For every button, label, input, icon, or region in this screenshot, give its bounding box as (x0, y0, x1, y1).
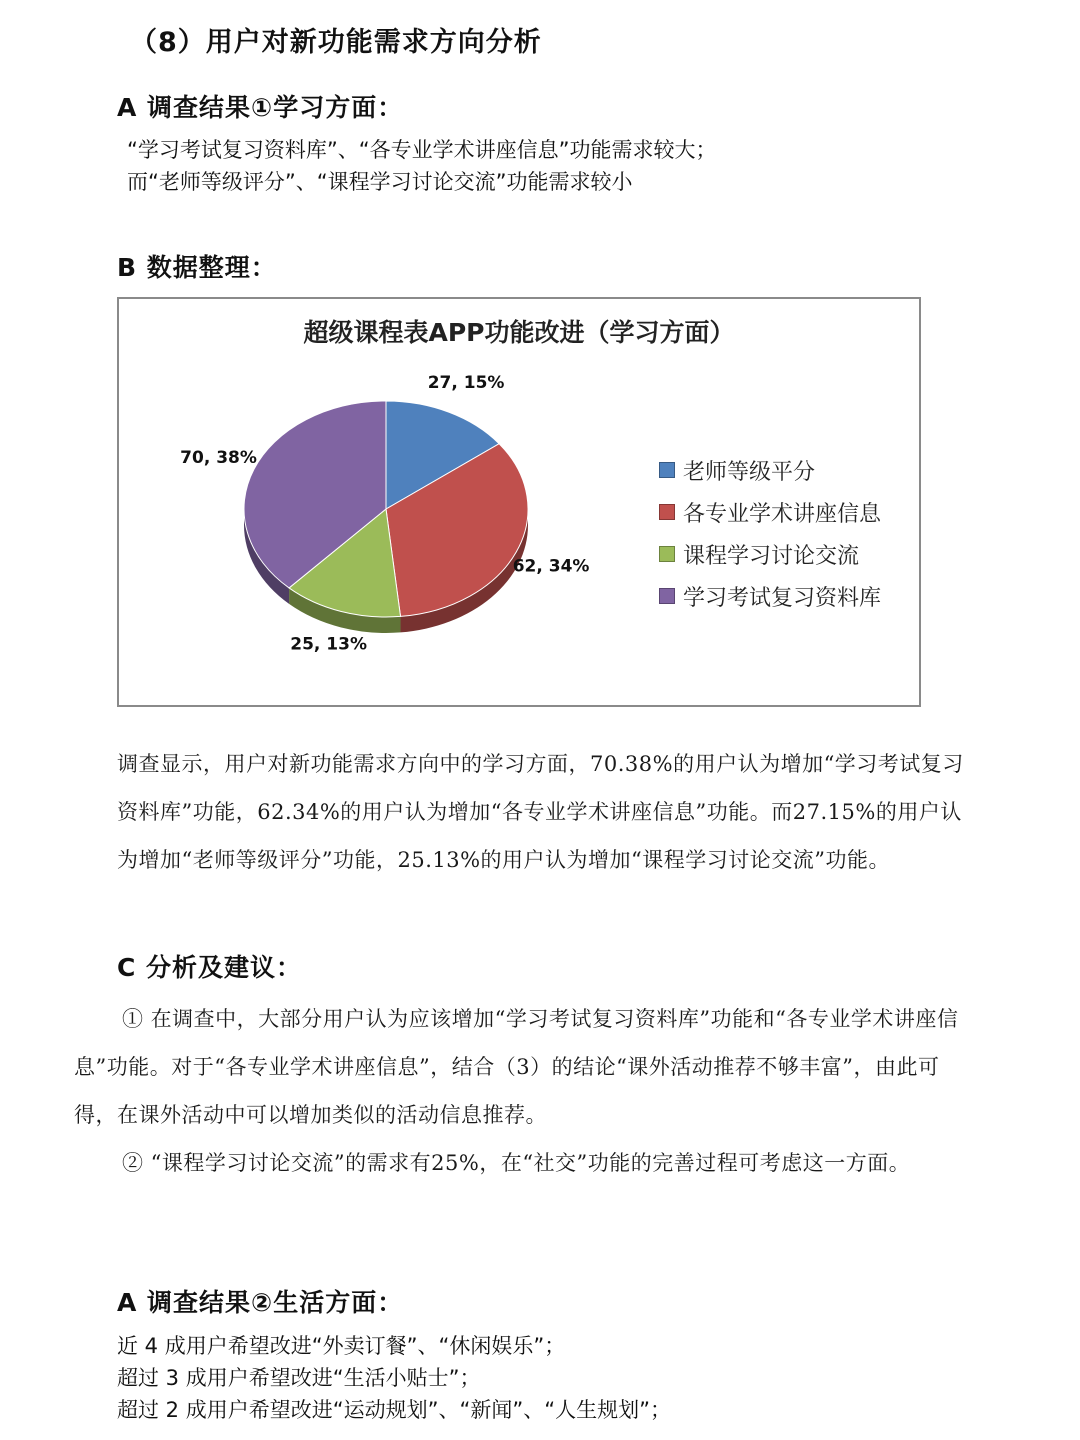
survey-paragraph: 调查显示，用户对新功能需求方向中的学习方面，70.38%的用户认为增加“学习考试复习资料库”功能，62.34%的用户认为增加“各专业学术讲座信息”功能。而27.15%的用户认为增加“老师等级评分”功能，25.13%的用户认为增加“课程学习讨论交流”功能。 (117, 752, 964, 872)
pie-data-label: 25, 13% (290, 634, 367, 655)
legend-swatch (659, 504, 675, 520)
part-a1-heading: A 调查结果①学习方面： (117, 93, 404, 122)
pie-data-label: 70, 38% (180, 447, 257, 468)
part-a1-line-2: 而“老师等级评分”、“课程学习讨论交流”功能需求较小 (127, 170, 633, 194)
part-a2-line-2: 超过 3 成用户希望改进“生活小贴士”； (117, 1366, 481, 1390)
part-a2-line-3: 超过 2 成用户希望改进“运动规划”、“新闻”、“人生规划”； (117, 1398, 671, 1422)
legend-swatch (659, 588, 675, 604)
pie-data-label: 62, 34% (512, 556, 590, 577)
legend-label: 老师等级平分 (683, 459, 816, 485)
analysis-item-1: ① 在调查中，大部分用户认为应该增加“学习考试复习资料库”功能和“各专业学术讲座信息”功能。对于“各专业学术讲座信息”，结合（3）的结论“课外活动推荐不够丰富”，由此可得，在课外活动中可以增加类似的活动信息推荐。 (74, 1007, 959, 1127)
part-c-heading: C 分析及建议： (117, 953, 303, 982)
legend-swatch (659, 546, 675, 562)
legend-label: 课程学习讨论交流 (683, 543, 860, 569)
legend-item-course-discussion (659, 533, 881, 575)
part-a1-line-1: “学习考试复习资料库”、“各专业学术讲座信息”功能需求较大； (127, 138, 717, 162)
part-b-heading: B 数据整理： (117, 253, 277, 282)
section-title: （8）用户对新功能需求方向分析 (130, 27, 542, 58)
chart-title: 超级课程表APP功能改进（学习方面） (303, 318, 735, 347)
pie-data-label: 27, 15% (427, 372, 505, 393)
legend-item-exam-library (659, 575, 881, 617)
part-a2-heading: A 调查结果②生活方面： (117, 1288, 404, 1317)
pie-chart (117, 297, 921, 707)
analysis-item-2: ② “课程学习讨论交流”的需求有25%，在“社交”功能的完善过程可考虑这一方面。 (122, 1151, 911, 1175)
legend-item-teacher-rating (659, 449, 881, 491)
legend-swatch (659, 462, 675, 478)
part-a2-line-1: 近 4 成用户希望改进“外卖订餐”、“休闲娱乐”； (117, 1334, 566, 1358)
chart-legend (659, 449, 881, 617)
legend-label: 学习考试复习资料库 (683, 585, 882, 611)
legend-label: 各专业学术讲座信息 (683, 501, 882, 527)
legend-item-lecture-info (659, 491, 881, 533)
